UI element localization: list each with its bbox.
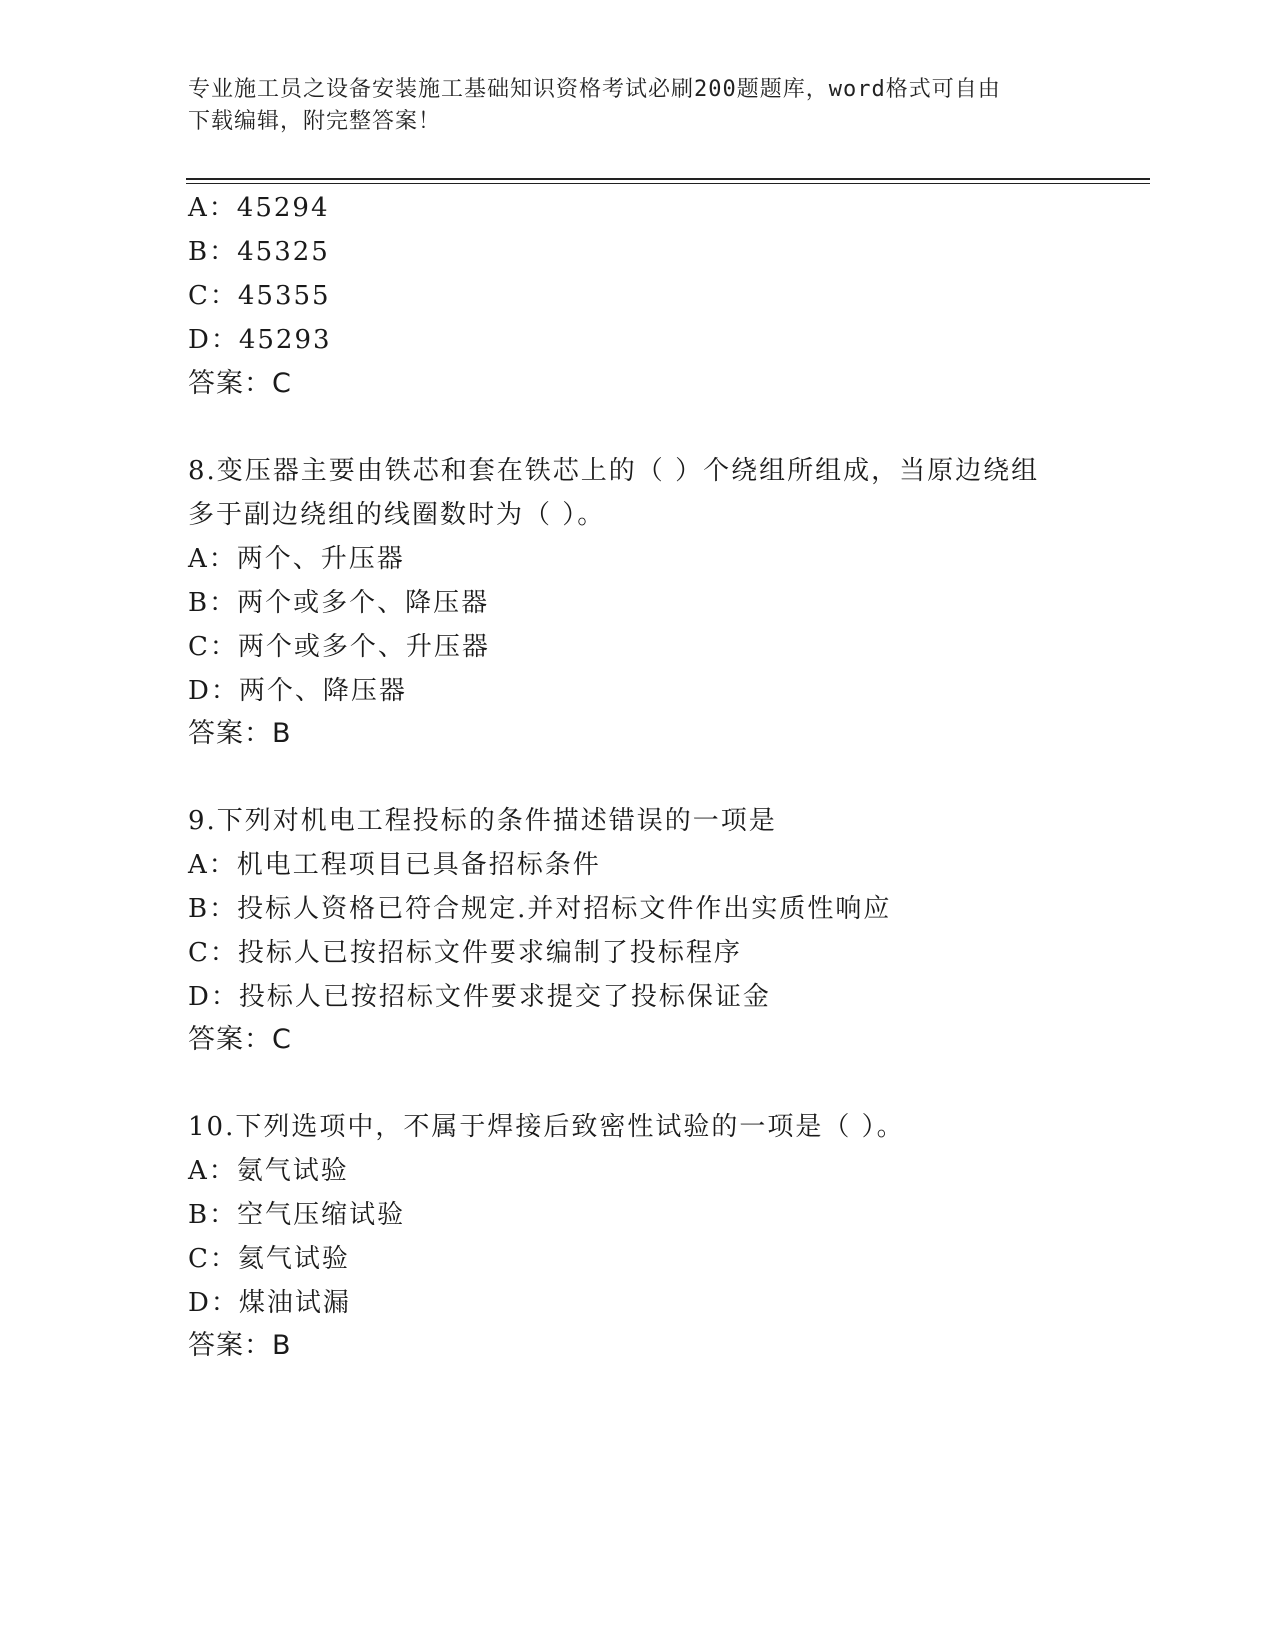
q7-answer: 答案：C — [188, 368, 292, 399]
q10-option-d: D：煤油试漏 — [188, 1288, 351, 1318]
q10-option-b: B：空气压缩试验 — [188, 1200, 406, 1230]
header-line-2: 下载编辑，附完整答案！ — [188, 109, 442, 134]
q10-answer: 答案：B — [188, 1330, 292, 1361]
header-divider-thin — [186, 183, 1150, 184]
q8-option-a: A：两个、升压器 — [188, 544, 405, 574]
q8-answer: 答案：B — [188, 718, 292, 749]
q7-option-c: C：45355 — [188, 281, 331, 311]
q9-option-a: A：机电工程项目已具备招标条件 — [188, 850, 601, 880]
q10-question-line-1: 10.下列选项中，不属于焊接后致密性试验的一项是（ ）。 — [188, 1112, 905, 1142]
header-line-1: 专业施工员之设备安装施工基础知识资格考试必刷200题题库，word格式可自由 — [188, 77, 1001, 102]
q9-answer: 答案：C — [188, 1024, 292, 1055]
q7-option-a: A：45294 — [188, 193, 330, 223]
q7-option-d: D：45293 — [188, 325, 332, 355]
document-header — [188, 74, 1088, 138]
header-divider-thick — [186, 178, 1150, 180]
q9-option-d: D：投标人已按招标文件要求提交了投标保证金 — [188, 982, 771, 1012]
q9-option-c: C：投标人已按招标文件要求编制了投标程序 — [188, 938, 742, 968]
q9-option-b: B：投标人资格已符合规定.并对招标文件作出实质性响应 — [188, 894, 892, 924]
q10-option-a: A：氨气试验 — [188, 1156, 349, 1186]
q8-option-d: D：两个、降压器 — [188, 676, 407, 706]
q8-question-line-1: 8.变压器主要由铁芯和套在铁芯上的（ ）个绕组所组成，当原边绕组 — [188, 456, 1040, 486]
q7-option-b: B：45325 — [188, 237, 330, 267]
q8-option-b: B：两个或多个、降压器 — [188, 588, 490, 618]
q8-option-c: C：两个或多个、升压器 — [188, 632, 490, 662]
q8-question-line-2: 多于副边绕组的线圈数时为（ ）。 — [188, 500, 606, 530]
q10-option-c: C：氦气试验 — [188, 1244, 350, 1274]
q9-question-line-1: 9.下列对机电工程投标的条件描述错误的一项是 — [188, 806, 777, 836]
